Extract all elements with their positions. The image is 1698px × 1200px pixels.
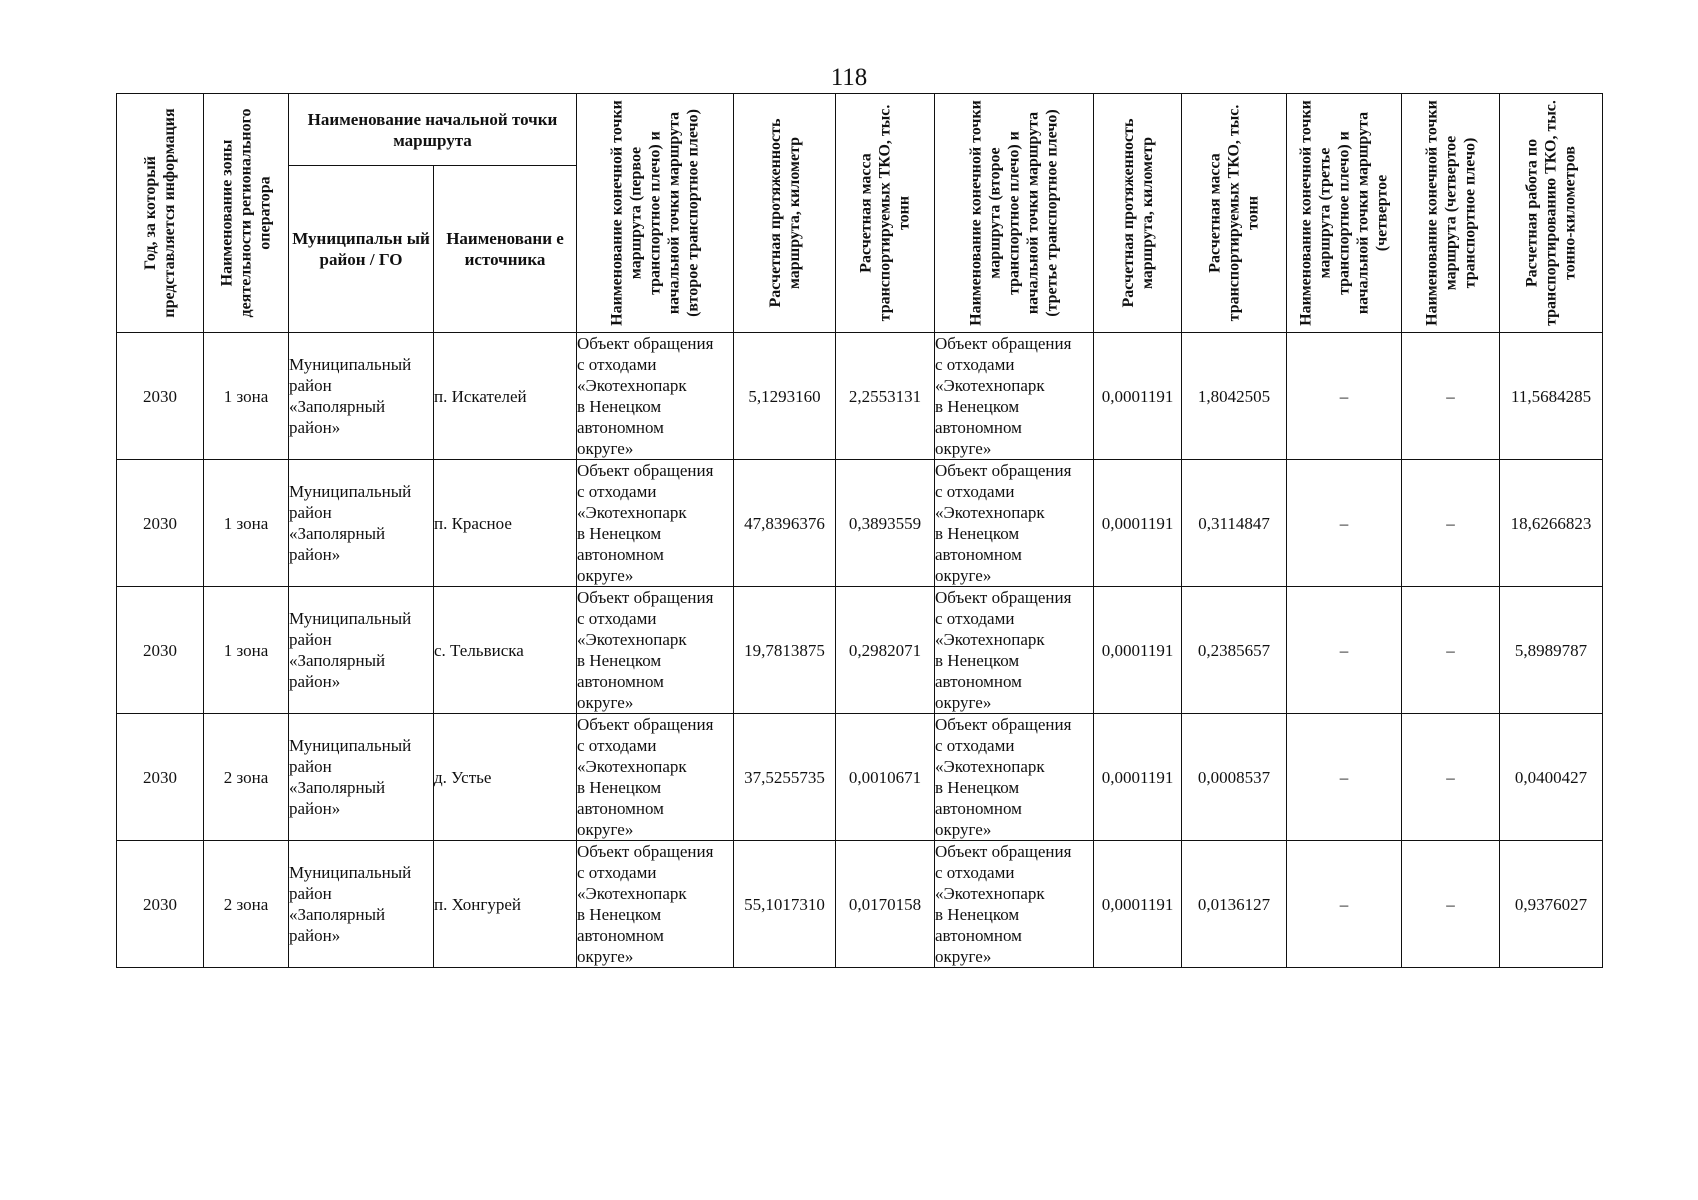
cell-end-point-1 <box>577 333 734 460</box>
cell-mass-2: 0,0136127 <box>1182 841 1287 968</box>
cell-line: «Экотехнопарк <box>935 503 1045 522</box>
cell-line: Объект обращения <box>577 461 714 480</box>
cell-municipal <box>289 460 434 587</box>
table-body <box>117 333 1603 968</box>
cell-source: с. Тельвиска <box>434 587 577 714</box>
cell-mass-2: 0,3114847 <box>1182 460 1287 587</box>
header-mass-2: Расчетная масса транспортируемых ТКО, тыс. тонн <box>1182 94 1287 333</box>
cell-line: автономном <box>577 926 664 945</box>
cell-line: Объект обращения <box>577 842 714 861</box>
cell-end-point-3: – <box>1287 587 1402 714</box>
cell-line: район» <box>289 799 341 818</box>
cell-line: в Ненецком <box>577 397 662 416</box>
cell-line: Объект обращения <box>935 842 1072 861</box>
cell-end-point-2 <box>935 333 1094 460</box>
cell-line: Объект обращения <box>935 588 1072 607</box>
cell-line: с отходами <box>577 609 657 628</box>
cell-line: «Экотехнопарк <box>577 757 687 776</box>
cell-length-1: 5,1293160 <box>734 333 836 460</box>
cell-line: район <box>289 376 332 395</box>
cell-line: в Ненецком <box>935 524 1020 543</box>
cell-line: «Экотехнопарк <box>935 376 1045 395</box>
cell-line: Муниципальный <box>289 609 412 628</box>
cell-end-point-4: – <box>1402 714 1500 841</box>
cell-line: с отходами <box>577 482 657 501</box>
cell-line: в Ненецком <box>935 397 1020 416</box>
cell-mass-1: 0,0170158 <box>836 841 935 968</box>
cell-end-point-4: – <box>1402 333 1500 460</box>
cell-year: 2030 <box>117 587 204 714</box>
cell-length-2: 0,0001191 <box>1094 460 1182 587</box>
cell-line: округе» <box>577 820 634 839</box>
cell-line: округе» <box>935 566 992 585</box>
cell-work: 0,9376027 <box>1500 841 1603 968</box>
cell-line: автономном <box>935 418 1022 437</box>
cell-line: Муниципальный <box>289 736 412 755</box>
cell-end-point-3: – <box>1287 714 1402 841</box>
header-start-point: Наименование начальной точки маршрута <box>289 94 577 166</box>
cell-length-2: 0,0001191 <box>1094 714 1182 841</box>
cell-source: п. Красное <box>434 460 577 587</box>
cell-line: автономном <box>935 545 1022 564</box>
cell-end-point-1 <box>577 714 734 841</box>
cell-line: «Экотехнопарк <box>577 376 687 395</box>
cell-line: округе» <box>935 693 992 712</box>
cell-length-2: 0,0001191 <box>1094 841 1182 968</box>
cell-line: с отходами <box>935 482 1015 501</box>
cell-line: с отходами <box>935 863 1015 882</box>
cell-line: Муниципальный <box>289 355 412 374</box>
cell-line: Объект обращения <box>935 334 1072 353</box>
cell-source: д. Устье <box>434 714 577 841</box>
cell-line: район <box>289 884 332 903</box>
cell-line: автономном <box>935 672 1022 691</box>
cell-line: «Заполярный <box>289 524 386 543</box>
cell-end-point-4: – <box>1402 841 1500 968</box>
cell-line: «Экотехнопарк <box>577 503 687 522</box>
table-row <box>117 333 1603 460</box>
cell-line: Муниципальный <box>289 863 412 882</box>
cell-line: автономном <box>935 799 1022 818</box>
cell-length-1: 55,1017310 <box>734 841 836 968</box>
cell-year: 2030 <box>117 714 204 841</box>
cell-line: округе» <box>935 439 992 458</box>
cell-zone: 1 зона <box>204 587 289 714</box>
cell-line: район <box>289 630 332 649</box>
routes-table <box>116 93 1603 968</box>
cell-line: в Ненецком <box>577 778 662 797</box>
cell-end-point-2 <box>935 460 1094 587</box>
cell-line: «Экотехнопарк <box>935 884 1045 903</box>
cell-line: в Ненецком <box>935 905 1020 924</box>
header-year: Год, за который представляется информация <box>117 94 204 333</box>
cell-source: п. Хонгурей <box>434 841 577 968</box>
cell-end-point-1 <box>577 460 734 587</box>
cell-line: район» <box>289 545 341 564</box>
cell-line: в Ненецком <box>577 905 662 924</box>
table-row <box>117 587 1603 714</box>
cell-zone: 1 зона <box>204 333 289 460</box>
cell-line: «Заполярный <box>289 397 386 416</box>
table-row <box>117 714 1603 841</box>
header-municipal: Муниципальн ый район / ГО <box>289 166 434 333</box>
cell-end-point-1 <box>577 841 734 968</box>
cell-line: автономном <box>577 799 664 818</box>
cell-line: «Заполярный <box>289 905 386 924</box>
cell-line: округе» <box>935 947 992 966</box>
cell-zone: 2 зона <box>204 714 289 841</box>
cell-line: автономном <box>577 418 664 437</box>
cell-line: с отходами <box>935 355 1015 374</box>
cell-line: район» <box>289 418 341 437</box>
cell-line: «Заполярный <box>289 651 386 670</box>
cell-municipal <box>289 587 434 714</box>
cell-length-2: 0,0001191 <box>1094 333 1182 460</box>
cell-mass-2: 1,8042505 <box>1182 333 1287 460</box>
cell-work: 11,5684285 <box>1500 333 1603 460</box>
cell-municipal <box>289 714 434 841</box>
cell-end-point-2 <box>935 714 1094 841</box>
cell-line: с отходами <box>577 736 657 755</box>
cell-line: в Ненецком <box>577 651 662 670</box>
table-row <box>117 841 1603 968</box>
cell-line: автономном <box>935 926 1022 945</box>
cell-line: район <box>289 757 332 776</box>
cell-line: Объект обращения <box>935 715 1072 734</box>
cell-end-point-3: – <box>1287 841 1402 968</box>
cell-line: с отходами <box>935 736 1015 755</box>
cell-work: 0,0400427 <box>1500 714 1603 841</box>
cell-line: Объект обращения <box>577 715 714 734</box>
cell-zone: 2 зона <box>204 841 289 968</box>
cell-line: с отходами <box>577 355 657 374</box>
header-length-2: Расчетная протяженность маршрута, километр <box>1094 94 1182 333</box>
cell-line: «Экотехнопарк <box>935 630 1045 649</box>
cell-line: «Экотехнопарк <box>577 884 687 903</box>
cell-line: в Ненецком <box>935 778 1020 797</box>
cell-end-point-3: – <box>1287 460 1402 587</box>
cell-line: «Заполярный <box>289 778 386 797</box>
cell-work: 5,8989787 <box>1500 587 1603 714</box>
cell-line: Объект обращения <box>577 334 714 353</box>
header-length-1: Расчетная протяженность маршрута, километр <box>734 94 836 333</box>
cell-line: район <box>289 503 332 522</box>
cell-line: в Ненецком <box>935 651 1020 670</box>
header-zone: Наименование зоны деятельности регионального оператора <box>204 94 289 333</box>
page-number: 118 <box>830 64 868 91</box>
cell-work: 18,6266823 <box>1500 460 1603 587</box>
cell-line: Объект обращения <box>577 588 714 607</box>
cell-line: округе» <box>577 693 634 712</box>
cell-line: с отходами <box>935 609 1015 628</box>
cell-year: 2030 <box>117 460 204 587</box>
header-end-point-3: Наименование конечной точки маршрута (третье транспортное плечо) и начальной точки маршрута (четвертое <box>1287 94 1402 333</box>
cell-line: район» <box>289 926 341 945</box>
cell-zone: 1 зона <box>204 460 289 587</box>
header-end-point-2: Наименование конечной точки маршрута (второе транспортное плечо) и начальной точки маршрута (третье транспортное плечо) <box>935 94 1094 333</box>
cell-line: округе» <box>935 820 992 839</box>
cell-line: округе» <box>577 566 634 585</box>
cell-end-point-1 <box>577 587 734 714</box>
cell-mass-2: 0,0008537 <box>1182 714 1287 841</box>
header-work: Расчетная работа по транспортированию ТКО, тыс. тонно-километров <box>1500 94 1603 333</box>
cell-year: 2030 <box>117 841 204 968</box>
header-mass-1: Расчетная масса транспортируемых ТКО, тыс. тонн <box>836 94 935 333</box>
cell-length-2: 0,0001191 <box>1094 587 1182 714</box>
cell-length-1: 19,7813875 <box>734 587 836 714</box>
cell-end-point-2 <box>935 587 1094 714</box>
cell-length-1: 47,8396376 <box>734 460 836 587</box>
cell-municipal <box>289 333 434 460</box>
cell-line: автономном <box>577 672 664 691</box>
cell-end-point-4: – <box>1402 587 1500 714</box>
cell-mass-1: 2,2553131 <box>836 333 935 460</box>
cell-line: округе» <box>577 439 634 458</box>
header-end-point-4: Наименование конечной точки маршрута (четвертое транспортное плечо) <box>1402 94 1500 333</box>
cell-end-point-2 <box>935 841 1094 968</box>
cell-mass-2: 0,2385657 <box>1182 587 1287 714</box>
table-row <box>117 460 1603 587</box>
header-end-point-1: Наименование конечной точки маршрута (первое транспортное плечо) и начальной точки маршрута (второе транспортное плечо) <box>577 94 734 333</box>
cell-line: автономном <box>577 545 664 564</box>
cell-line: «Экотехнопарк <box>935 757 1045 776</box>
cell-line: «Экотехнопарк <box>577 630 687 649</box>
cell-source: п. Искателей <box>434 333 577 460</box>
cell-mass-1: 0,3893559 <box>836 460 935 587</box>
cell-end-point-4: – <box>1402 460 1500 587</box>
cell-line: район» <box>289 672 341 691</box>
cell-mass-1: 0,2982071 <box>836 587 935 714</box>
cell-year: 2030 <box>117 333 204 460</box>
cell-line: Муниципальный <box>289 482 412 501</box>
cell-line: в Ненецком <box>577 524 662 543</box>
cell-municipal <box>289 841 434 968</box>
header-source: Наименовани е источника <box>434 166 577 333</box>
cell-end-point-3: – <box>1287 333 1402 460</box>
cell-length-1: 37,5255735 <box>734 714 836 841</box>
cell-mass-1: 0,0010671 <box>836 714 935 841</box>
cell-line: округе» <box>577 947 634 966</box>
cell-line: с отходами <box>577 863 657 882</box>
cell-line: Объект обращения <box>935 461 1072 480</box>
